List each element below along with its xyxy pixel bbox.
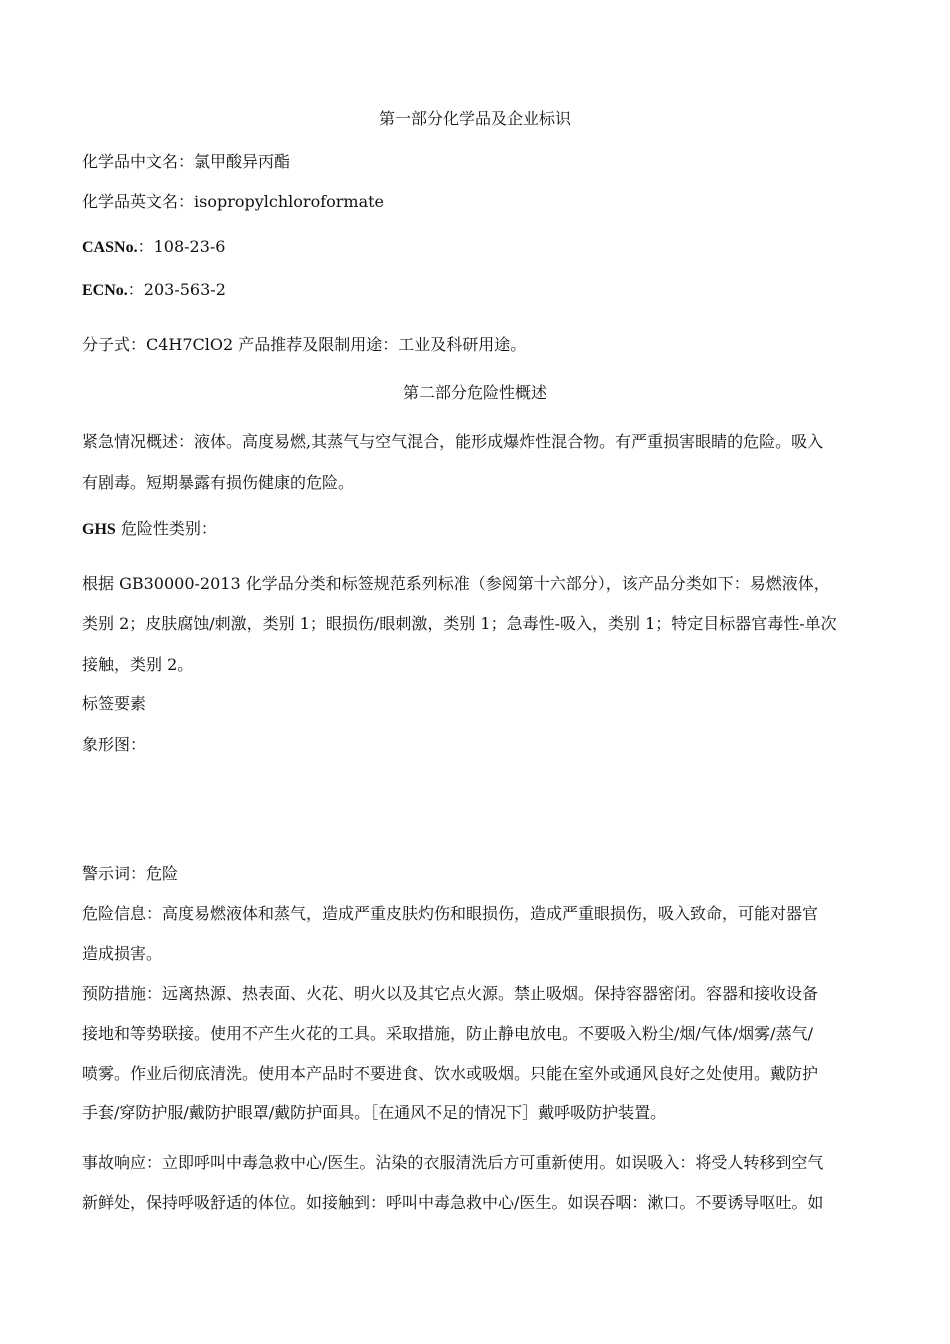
chinese-name-value: 氯甲酸异丙酯 [194, 152, 291, 171]
chinese-name-line [82, 151, 872, 173]
ec-value: 203-563-2 [143, 280, 226, 299]
precaution-line: 预防措施：远离热源、热表面、火花、明火以及其它点火源。禁止吸烟。保持容器密闭。容器和接收设备 [82, 984, 819, 1003]
classification-line: 类别 2；皮肤腐蚀/刺激，类别 1；眼损伤/眼刺激，类别 1；急毒性-吸入，类别 1；特定目标器官毒性-单次 [82, 614, 837, 633]
ec-label: ECNo. [82, 282, 128, 299]
ghs-bold-text: GHS [82, 521, 116, 538]
section2-heading: 第二部分危险性概述 [402, 383, 547, 402]
cas-value: 108-23-6 [153, 237, 226, 256]
ghs-category-label [82, 518, 872, 540]
precaution-line: 接地和等势联接。使用不产生火花的工具。采取措施，防止静电放电。不要吸入粉尘/烟/气体/烟雾/蒸气/ [82, 1024, 813, 1043]
chinese-name-label: 化学品中文名： [82, 152, 195, 171]
english-name-label: 化学品英文名： [82, 192, 195, 211]
classification-line: 根据 GB30000-2013 化学品分类和标签规范系列标准（参阅第十六部分），该产品分类如下：易燃液体， [82, 574, 830, 593]
precaution-line: 手套/穿防护服/戴防护眼罩/戴防护面具。［在通风不足的情况下］戴呼吸防护装置。 [82, 1103, 667, 1122]
label-elements-heading: 标签要素 [82, 694, 147, 713]
formula-use-line: 分子式：C4H7ClO2 产品推荐及限制用途：工业及科研用途。 [82, 335, 527, 354]
emergency-overview-line: 紧急情况概述：液体。高度易燃,其蒸气与空气混合，能形成爆炸性混合物。有严重损害眼睛的危险。吸入 [82, 432, 824, 451]
precaution-line: 喷雾。作业后彻底清洗。使用本产品时不要进食、饮水或吸烟。只能在室外或通风良好之处使用。戴防护 [82, 1064, 819, 1083]
cas-number-line [82, 236, 872, 258]
english-name-value: isopropylchloroformate [194, 192, 385, 211]
ghs-label-text: 危险性类别： [115, 519, 217, 538]
english-name-line [82, 191, 872, 213]
ec-number-line [82, 279, 872, 301]
ec-separator: ： [127, 280, 144, 299]
cas-separator: ： [137, 237, 154, 256]
pictogram-label: 象形图： [82, 735, 147, 754]
cas-label: CASNo. [82, 239, 138, 256]
response-line: 事故响应：立即呼叫中毒急救中心/医生。沾染的衣服清洗后方可重新使用。如误吸入：将受人转移到空气 [82, 1153, 824, 1172]
hazard-statement-line: 造成损害。 [82, 944, 163, 963]
response-line: 新鲜处，保持呼吸舒适的体位。如接触到：呼叫中毒急救中心/医生。如误吞咽：漱口。不要诱导呕吐。如 [82, 1193, 824, 1212]
section1-heading: 第一部分化学品及企业标识 [378, 109, 571, 128]
hazard-statement-line: 危险信息：高度易燃液体和蒸气，造成严重皮肤灼伤和眼损伤，造成严重眼损伤，吸入致命，可能对器官 [82, 904, 819, 923]
classification-line: 接触，类别 2。 [82, 655, 194, 674]
emergency-overview-line: 有剧毒。短期暴露有损伤健康的危险。 [82, 473, 355, 492]
signal-word-line: 警示词：危险 [82, 864, 179, 883]
